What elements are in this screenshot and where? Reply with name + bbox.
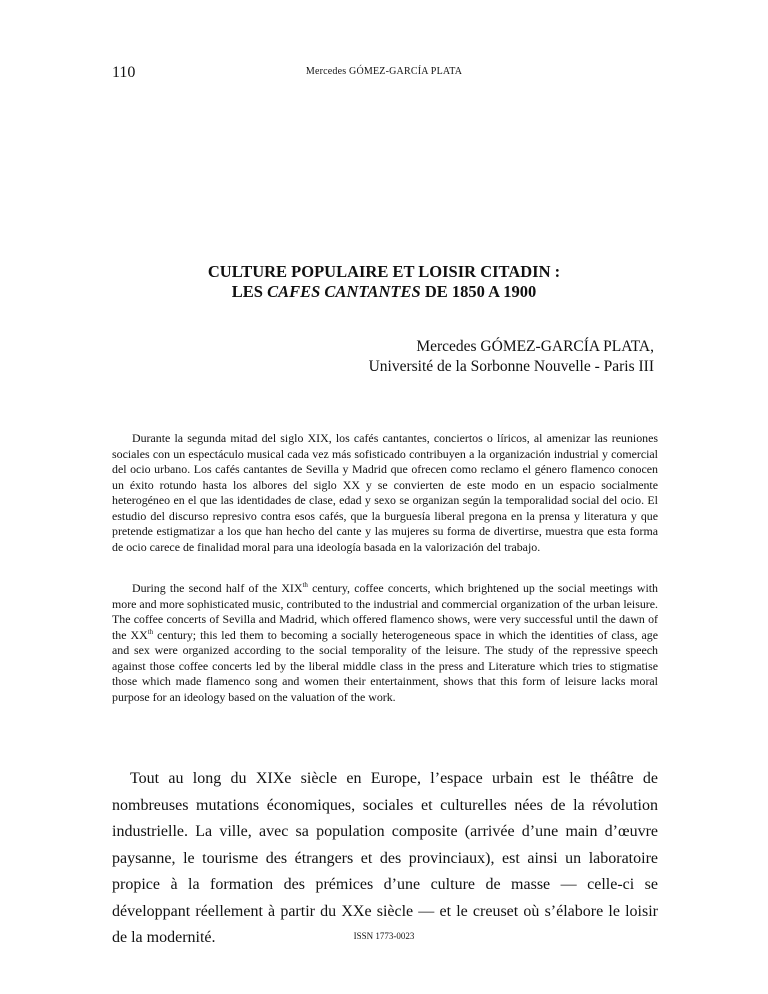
author-name: Mercedes GÓMEZ-GARCÍA PLATA, xyxy=(416,338,654,355)
title-suffix: DE 1850 A 1900 xyxy=(420,282,537,301)
abstract-en-part-3: century; this led them to becoming a socially heterogeneous space in which the identities of class, age and sex were organized according to the social temporality of the leisure. The study of the repressive speech against those coffee concerts led by the liberal middle class in the press and Literature which tries to stigmatise those which made flamenco song and women their entertainment, shows that this form of leisure lacks moral purpose for an ideology based on the valuation of the work. xyxy=(112,627,658,704)
abstract-spanish xyxy=(112,431,658,555)
author-block xyxy=(369,337,654,377)
page-number: 110 xyxy=(112,64,136,81)
running-head: Mercedes GÓMEZ-GARCÍA PLATA xyxy=(305,66,463,77)
superscript-th-2: th xyxy=(147,627,154,636)
abstract-english-text xyxy=(112,581,658,705)
abstract-en-part-2: century, coffee concerts, which brightened up the social meetings with more and more sophisticated music, contributed to the industrial and commercial organization of the urban leisure. The coffee concerts of Sevilla and Madrid, which offered flamenco shows, were very successful until the dawn of the XX xyxy=(112,581,658,642)
title-italic: CAFES CANTANTES xyxy=(267,282,421,301)
footer-issn: ISSN 1773-0023 xyxy=(353,931,415,941)
body-text xyxy=(112,766,658,952)
superscript-th-1: th xyxy=(302,581,308,589)
abstract-spanish-text: Durante la segunda mitad del siglo XIX, los cafés cantantes, conciertos o líricos, al amenizar las reuniones sociales con un espectáculo musical cada vez más sofisticado contribuyen a la organización industrial y comercial del ocio urbano. Los cafés cantantes de Sevilla y Madrid que ofrecen como reclamo el género flamenco conocen un éxito rotundo hasta los albores del siglo XX y se convierten de este modo en un espacio socialmente heterogéneo en el que las identidades de clase, edad y sexo se organizan según la temporalidad social del ocio. El estudio del discurso represivo contra esos cafés, que la burguesía liberal pregona en la prensa y literatura y que pretende estigmatizar a los que han hecho del cante y las mujeres su forma de divertirse, muestra que esta forma de ocio carece de finalidad moral para una ideología basada en la valorización del trabajo. xyxy=(112,431,658,554)
author-affiliation: Université de la Sorbonne Nouvelle - Paris III xyxy=(368,358,654,375)
article-title xyxy=(0,262,768,302)
abstract-en-part-1: During the second half of the XIX xyxy=(132,581,303,595)
title-line-2 xyxy=(0,282,768,302)
body-paragraph: Tout au long du XIXe siècle en Europe, l’espace urbain est le théâtre de nombreuses mutations économiques, sociales et culturelles nées de la révolution industrielle. La ville, avec sa population composite (arrivée d’une main d’œuvre paysanne, le tourisme des étrangers et des provinciaux), est ainsi un laboratoire propice à la formation des prémices d’une culture de masse — celle-ci se développant réellement à partir du XXe siècle — et le creuset où s’élabore le loisir de la modernité. xyxy=(112,770,658,946)
title-prefix: LES xyxy=(231,282,268,301)
title-line-1: CULTURE POPULAIRE ET LOISIR CITADIN : xyxy=(207,262,561,281)
abstract-english xyxy=(112,581,658,705)
